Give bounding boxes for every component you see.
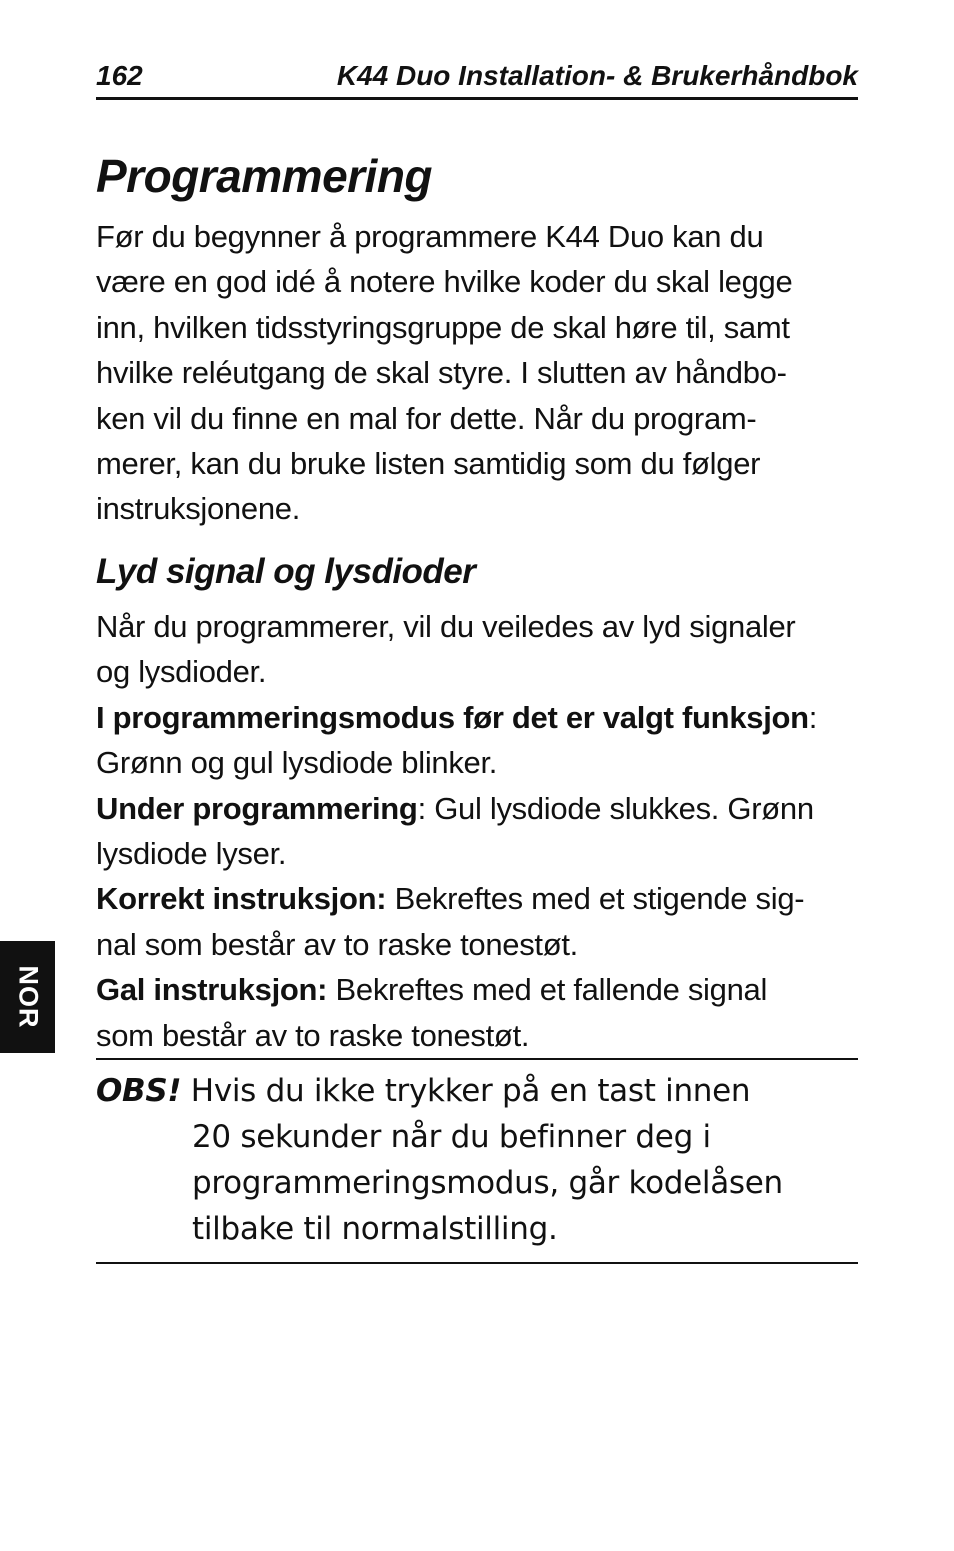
note-line-2: 20 sekunder når du befinner deg i	[192, 1119, 711, 1155]
section-heading: Lyd signal og lysdioder	[96, 552, 476, 591]
page-title: Programmering	[96, 150, 433, 202]
note-text	[96, 1068, 783, 1252]
page-number: 162	[96, 60, 143, 91]
signal-section	[96, 604, 866, 1058]
wrong-text-continued: som består av to raske tonestøt.	[96, 1017, 530, 1053]
header-title: K44 Duo Installation- & Brukerhåndbok	[336, 60, 858, 91]
note-first-line	[96, 1068, 783, 1114]
under-line	[96, 786, 866, 831]
intro-line: hvilke reléutgang de skal styre. I slutten av håndbo-	[96, 355, 787, 391]
wrong-label: Gal instruksjon:	[96, 972, 328, 1008]
wrong-text: Bekreftes med et fallende signal	[327, 972, 768, 1008]
correct-label: Korrekt instruksjon:	[96, 881, 387, 917]
intro-line: Før du begynner å programmere K44 Duo kan du	[96, 219, 764, 254]
intro-line: inn, hvilken tidsstyringsgruppe de skal høre til, samt	[96, 309, 790, 345]
note-line-1: Hvis du ikke trykker på en tast innen	[181, 1073, 751, 1109]
mode-label: I programmeringsmodus før det er valgt funksjon	[96, 699, 809, 735]
intro-line: merer, kan du bruke listen samtidig som du følger	[96, 446, 761, 482]
wrong-line	[96, 967, 866, 1012]
correct-text-continued: nal som består av to raske tonestøt.	[96, 926, 578, 962]
correct-line	[96, 876, 866, 921]
note-box	[96, 1058, 858, 1264]
intro-line: ken vil du finne en mal for dette. Når du program-	[96, 400, 757, 436]
intro-paragraph	[96, 214, 866, 532]
note-line-3: programmeringsmodus, går kodelåsen	[192, 1165, 783, 1201]
correct-text: Bekreftes med et stigende sig-	[386, 881, 805, 917]
section-line: og lysdioder.	[96, 654, 267, 690]
mode-description: Grønn og gul lysdiode blinker.	[96, 745, 498, 781]
mode-colon: :	[808, 699, 818, 735]
under-text: : Gul lysdiode slukkes. Grønn	[417, 790, 814, 826]
language-side-tab	[0, 941, 55, 1053]
under-text-continued: lysdiode lyser.	[96, 836, 287, 872]
page-header	[96, 55, 858, 100]
intro-line: være en god idé å notere hvilke koder du skal legge	[96, 264, 793, 300]
section-line: Når du programmerer, vil du veiledes av lyd signaler	[96, 609, 796, 644]
under-label: Under programmering	[96, 790, 418, 826]
intro-line: instruksjonene.	[96, 491, 301, 527]
mode-line	[96, 695, 866, 740]
note-line-4: tilbake til normalstilling.	[192, 1211, 558, 1247]
language-tab-label: NOR	[13, 965, 43, 1029]
note-label: OBS!	[96, 1073, 182, 1109]
